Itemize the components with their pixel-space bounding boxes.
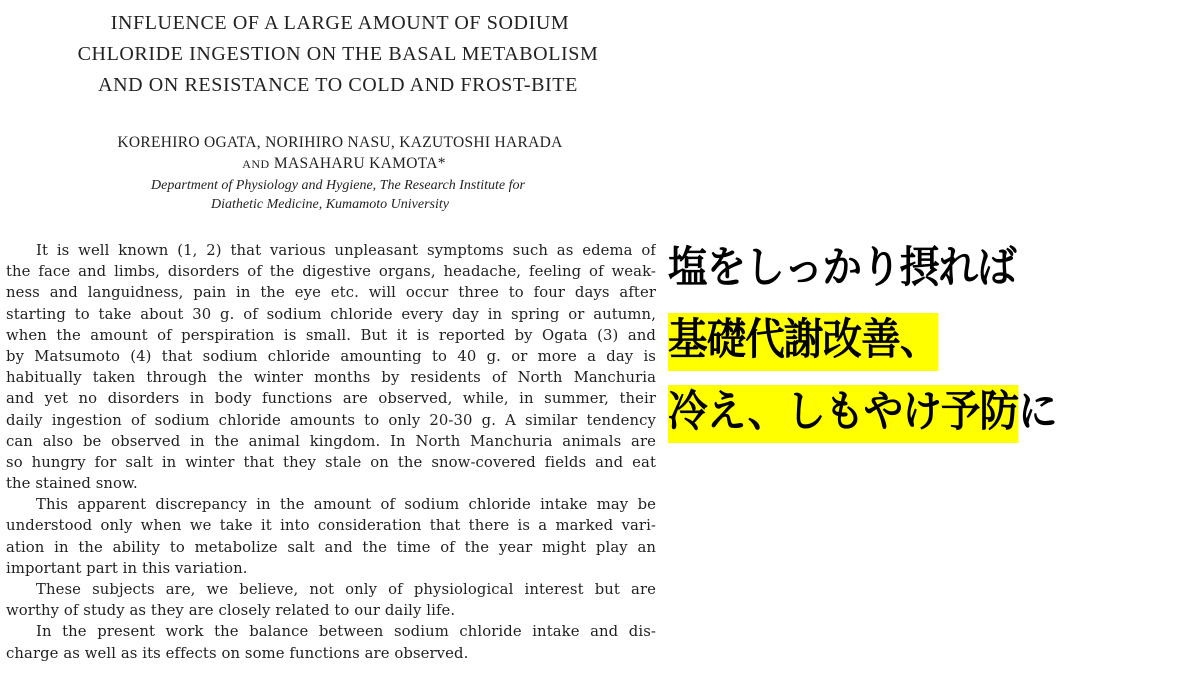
paper-authors-line-1: KOREHIRO OGATA, NORIHIRO NASU, KAZUTOSHI HARADA [117, 134, 563, 151]
body-line: understood only when we take it into consideration that there is a marked vari- [6, 517, 656, 535]
body-line: important part in this variation. [6, 559, 248, 577]
body-line: the stained snow. [6, 475, 138, 493]
headline-line-1: 塩をしっかり摂れば [668, 243, 1016, 293]
body-line: ness and languidness, pain in the eye etc. will occur three to four days after [6, 284, 656, 302]
body-line: by Matsumoto (4) that sodium chloride amounting to 40 g. or more a day is [6, 347, 656, 365]
paper-title-line-3: AND ON RESISTANCE TO COLD AND FROST-BITE [98, 74, 578, 96]
authors-last-author: MASAHARU KAMOTA* [273, 155, 446, 172]
paper-affiliation-line-1: Department of Physiology and Hygiene, The Research Institute for [151, 178, 525, 193]
body-line: so hungry for salt in winter that they stale on the snow-covered fields and eat [6, 453, 656, 471]
paper-body-text [6, 240, 656, 664]
japanese-headline [668, 232, 1198, 448]
headline-highlight-2: 基礎代謝改善、 [668, 313, 938, 371]
paper-title-line-2: CHLORIDE INGESTION ON THE BASAL METABOLISM [77, 43, 599, 65]
body-line: In the present work the balance between sodium chloride intake and dis- [36, 623, 656, 641]
body-line: can also be observed in the animal kingdom. In North Manchuria animals are [6, 432, 656, 450]
body-line: These subjects are, we believe, not only of physiological interest but are [36, 581, 656, 598]
headline-highlight-3: 冷え、しもやけ予防 [668, 385, 1018, 443]
body-line: charge as well as its effects on some functions are observed. [6, 644, 469, 662]
paper-authors-line-2 [14, 155, 674, 173]
body-line: when the amount of perspiration is small. But it is reported by Ogata (3) and [6, 326, 656, 344]
body-line: It is well known (1, 2) that various unpleasant symptoms such as edema of [36, 242, 656, 259]
authors-and-word: AND [242, 157, 270, 171]
headline-line-3 [668, 376, 1156, 448]
body-line: starting to take about 30 g. of sodium chloride every day in spring or autumn, [6, 305, 656, 323]
body-line: This apparent discrepancy in the amount of sodium chloride intake may be [36, 496, 656, 514]
headline-line-2 [668, 304, 1156, 376]
headline-line-3-tail: に [1018, 387, 1057, 437]
paper-affiliation-line-2: Diathetic Medicine, Kumamoto University [211, 197, 449, 212]
body-line: habitually taken through the winter months by residents of North Manchuria [6, 369, 656, 387]
body-line: worthy of study as they are closely related to our daily life. [6, 602, 456, 620]
body-line: the face and limbs, disorders of the digestive organs, headache, feeling of weak- [6, 263, 656, 281]
body-line: and yet no disorders in body functions are observed, while, in summer, their [6, 390, 656, 408]
body-line: ation in the ability to metabolize salt and the time of the year might play an [6, 538, 656, 556]
paper-title-line-1: INFLUENCE OF A LARGE AMOUNT OF SODIUM [110, 12, 570, 34]
body-line: daily ingestion of sodium chloride amounts to only 20-30 g. A similar tendency [6, 411, 656, 429]
